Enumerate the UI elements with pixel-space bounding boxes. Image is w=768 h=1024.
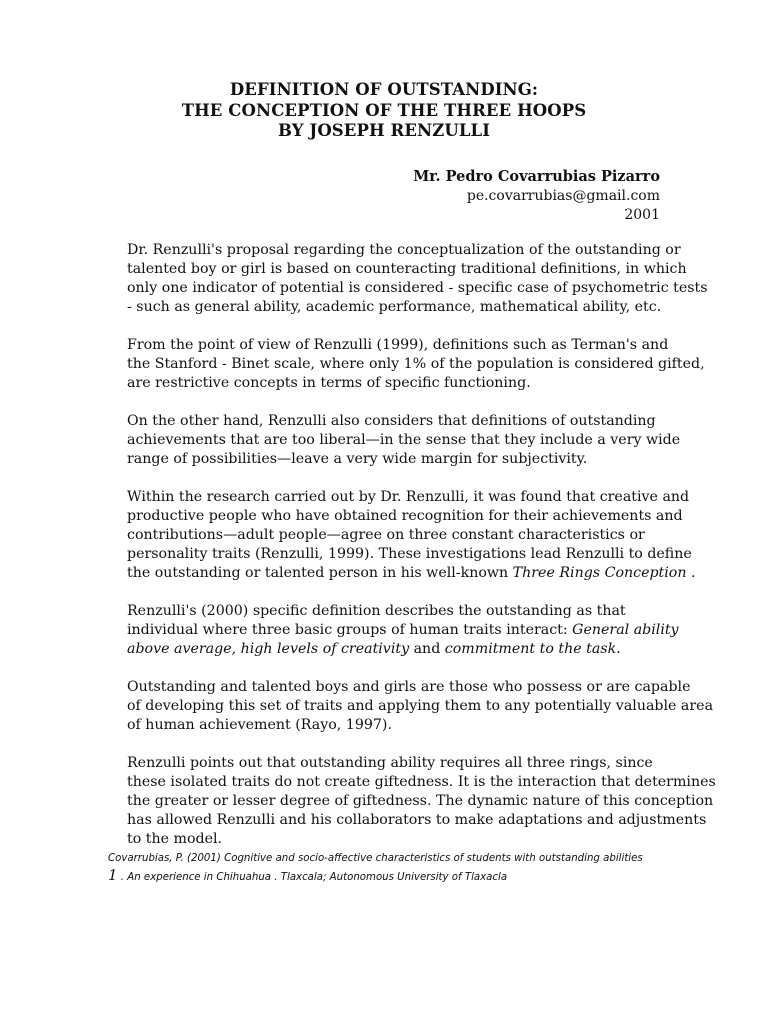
paragraph-line: personality traits (Renzulli, 1999). These investigations lead Renzulli to define bbox=[127, 546, 692, 562]
author-name: Mr. Pedro Covarrubias Pizarro bbox=[413, 168, 660, 185]
paragraph-line: Dr. Renzulli's proposal regarding the conceptualization of the outstanding or bbox=[127, 242, 681, 258]
paragraph-line: productive people who have obtained recognition for their achievements and bbox=[127, 508, 683, 524]
paragraph-line: contributions—adult people—agree on three constant characteristics or bbox=[127, 527, 645, 543]
paragraph-5 bbox=[108, 602, 679, 659]
paragraph-line: achievements that are too liberal—in the sense that they include a very wide bbox=[127, 432, 681, 448]
author-block bbox=[413, 167, 660, 226]
emphasis-text: Three Rings Conception bbox=[512, 565, 687, 581]
paragraph-line: Renzulli points out that outstanding ability requires all three rings, since bbox=[127, 755, 653, 771]
paragraph-7 bbox=[108, 754, 716, 849]
paragraph-line: these isolated traits do not create giftedness. It is the interaction that determines bbox=[127, 774, 716, 790]
paragraph-1 bbox=[108, 241, 708, 317]
paragraph-line bbox=[108, 621, 679, 640]
text-run: individual where three basic groups of human traits interact: bbox=[127, 622, 573, 638]
paragraph-2 bbox=[108, 336, 705, 393]
text-run: the outstanding or talented person in his well-known bbox=[127, 565, 513, 581]
paragraph-line: Outstanding and talented boys and girls are those who possess or are capable bbox=[127, 679, 691, 695]
paragraph-line: talented boy or girl is based on counteracting traditional definitions, in which bbox=[127, 261, 687, 277]
title-line-2: THE CONCEPTION OF THE THREE HOOPS bbox=[181, 100, 587, 120]
paragraph-line: of developing this set of traits and applying them to any potentially valuable area bbox=[127, 698, 714, 714]
paragraph-3 bbox=[108, 412, 681, 469]
footnote-text: . An experience in Chihuahua . Tlaxcala; Autonomous University of Tlaxacla bbox=[117, 872, 508, 883]
body-text bbox=[108, 241, 716, 849]
paragraph-line: are restrictive concepts in terms of specific functioning. bbox=[127, 375, 531, 391]
paragraph-line: On the other hand, Renzulli also considers that definitions of outstanding bbox=[127, 413, 656, 429]
footnote-line-2 bbox=[108, 867, 668, 886]
paragraph-line: - such as general ability, academic performance, mathematical ability, etc. bbox=[127, 299, 662, 315]
paragraph-line: to the model. bbox=[127, 831, 223, 847]
footnote bbox=[108, 851, 668, 886]
paragraph-4 bbox=[108, 488, 696, 583]
text-run: . bbox=[616, 641, 621, 657]
emphasis-text: commitment to the task bbox=[444, 641, 617, 657]
title-line-3: BY JOSEPH RENZULLI bbox=[277, 121, 491, 140]
paragraph-line: has allowed Renzulli and his collaborators to make adaptations and adjustments bbox=[127, 812, 707, 828]
document-title bbox=[108, 80, 660, 142]
text-run: . bbox=[686, 565, 696, 581]
title-line-1: DEFINITION OF OUTSTANDING: bbox=[229, 80, 539, 99]
text-run: and bbox=[409, 641, 445, 657]
paragraph-line: of human achievement (Rayo, 1997). bbox=[127, 717, 392, 733]
paragraph-line bbox=[108, 640, 660, 659]
paragraph-line: From the point of view of Renzulli (1999), definitions such as Terman's and bbox=[127, 337, 669, 353]
paragraph-line: range of possibilities—leave a very wide margin for subjectivity. bbox=[127, 451, 588, 467]
emphasis-text: above average, high levels of creativity bbox=[127, 641, 410, 657]
paragraph-line: the greater or lesser degree of giftedness. The dynamic nature of this conception bbox=[127, 793, 714, 809]
emphasis-text: General ability bbox=[572, 622, 679, 638]
paragraph-line: Renzulli's (2000) specific definition describes the outstanding as that bbox=[127, 603, 626, 619]
paragraph-line bbox=[108, 564, 696, 583]
paragraph-line: only one indicator of potential is considered - specific case of psychometric tests bbox=[127, 280, 708, 296]
footnote-number: 1 bbox=[108, 866, 118, 884]
paragraph-line: the Stanford - Binet scale, where only 1% of the population is considered gifted, bbox=[127, 356, 705, 372]
publication-year: 2001 bbox=[624, 207, 660, 223]
author-email: pe.covarrubias@gmail.com bbox=[466, 187, 660, 204]
paragraph-6 bbox=[108, 678, 714, 735]
footnote-line-1: Covarrubias, P. (2001) Cognitive and socio-affective characteristics of students with outstanding abilities bbox=[108, 853, 643, 864]
paragraph-line: Within the research carried out by Dr. Renzulli, it was found that creative and bbox=[127, 489, 690, 505]
